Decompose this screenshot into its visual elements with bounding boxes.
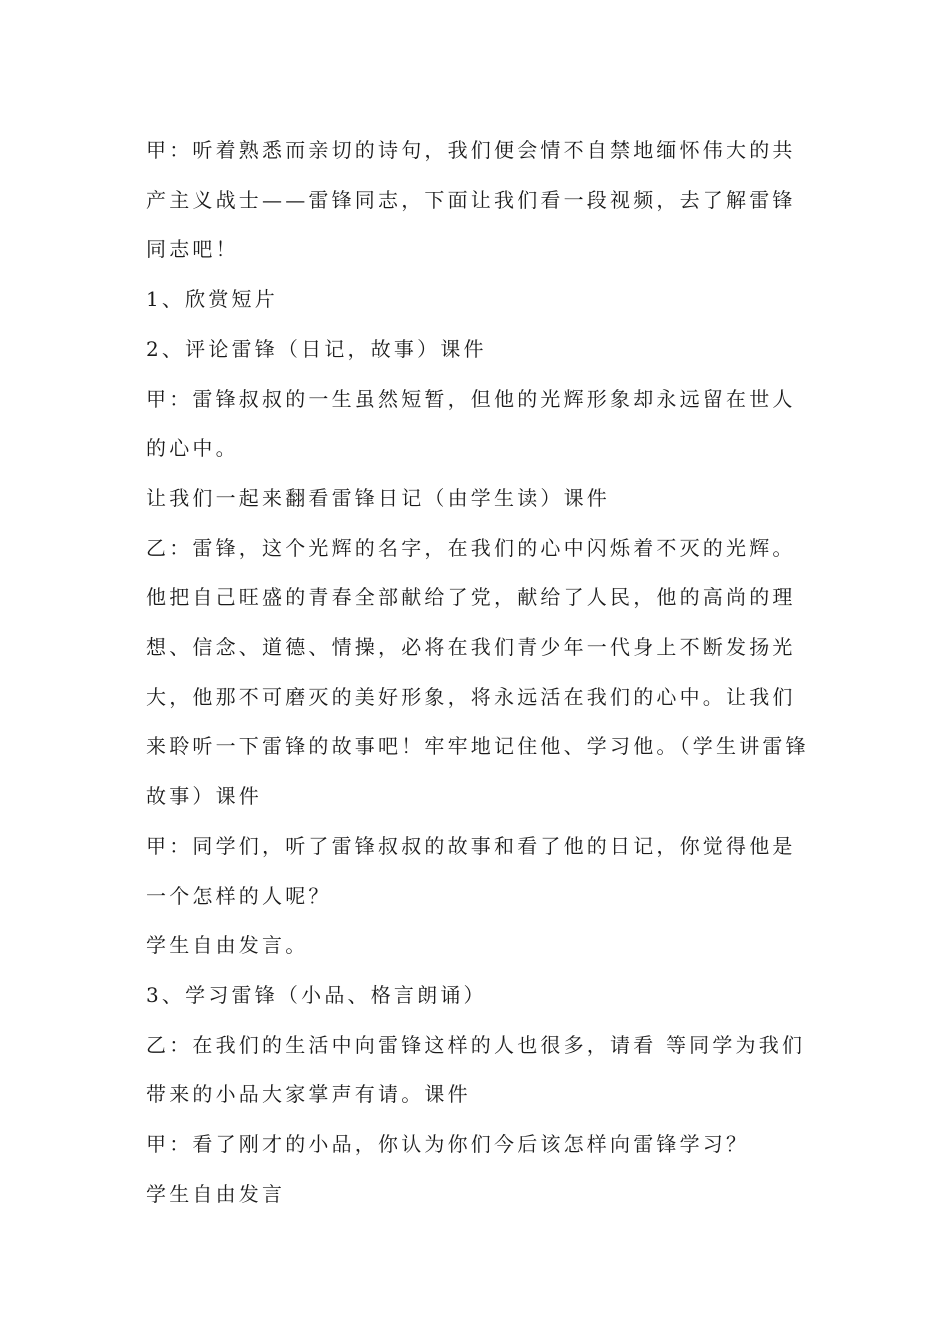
paragraph-item-2: 2、评论雷锋（日记，故事）课件 <box>146 336 487 361</box>
document-body <box>146 126 810 1219</box>
paragraph-intro-jia: 甲：听着熟悉而亲切的诗句，我们便会情不自禁地缅怀伟大的共产主义战士——雷锋同志，下面让我们看一段视频，去了解雷锋同志吧！ <box>146 138 796 262</box>
paragraph-item-3: 3、学习雷锋（小品、格言朗诵） <box>146 982 487 1007</box>
paragraph-jia-learn: 甲：看了刚才的小品，你认为你们今后该怎样向雷锋学习？ <box>146 1132 750 1157</box>
paragraph-yi-skit: 乙：在我们的生活中向雷锋这样的人也很多，请看 等同学为我们带来的小品大家掌声有请。课件 <box>146 1032 806 1107</box>
paragraph-jia-life: 甲：雷锋叔叔的一生虽然短暂，但他的光辉形象却永远留在世人的心中。 <box>146 386 796 461</box>
paragraph-free-speech-2: 学生自由发言 <box>146 1181 286 1206</box>
paragraph-jia-question: 甲：同学们，听了雷锋叔叔的故事和看了他的日记，你觉得他是一个怎样的人呢？ <box>146 833 796 908</box>
paragraph-diary: 让我们一起来翻看雷锋日记（由学生读）课件 <box>146 485 610 510</box>
paragraph-free-speech-1: 学生自由发言。 <box>146 933 309 958</box>
paragraph-item-1: 1、欣赏短片 <box>146 287 278 312</box>
paragraph-yi-story: 乙：雷锋，这个光辉的名字，在我们的心中闪烁着不灭的光辉。他把自己旺盛的青春全部献给了党，献给了人民，他的高尚的理想、信念、道德、情操，必将在我们青少年一代身上不断发扬光大，他那不可磨灭的美好形象，将永远活在我们的心中。让我们来聆听一下雷锋的故事吧！牢牢地记住他、学习他。（学生讲雷锋故事）课件 <box>146 535 809 809</box>
